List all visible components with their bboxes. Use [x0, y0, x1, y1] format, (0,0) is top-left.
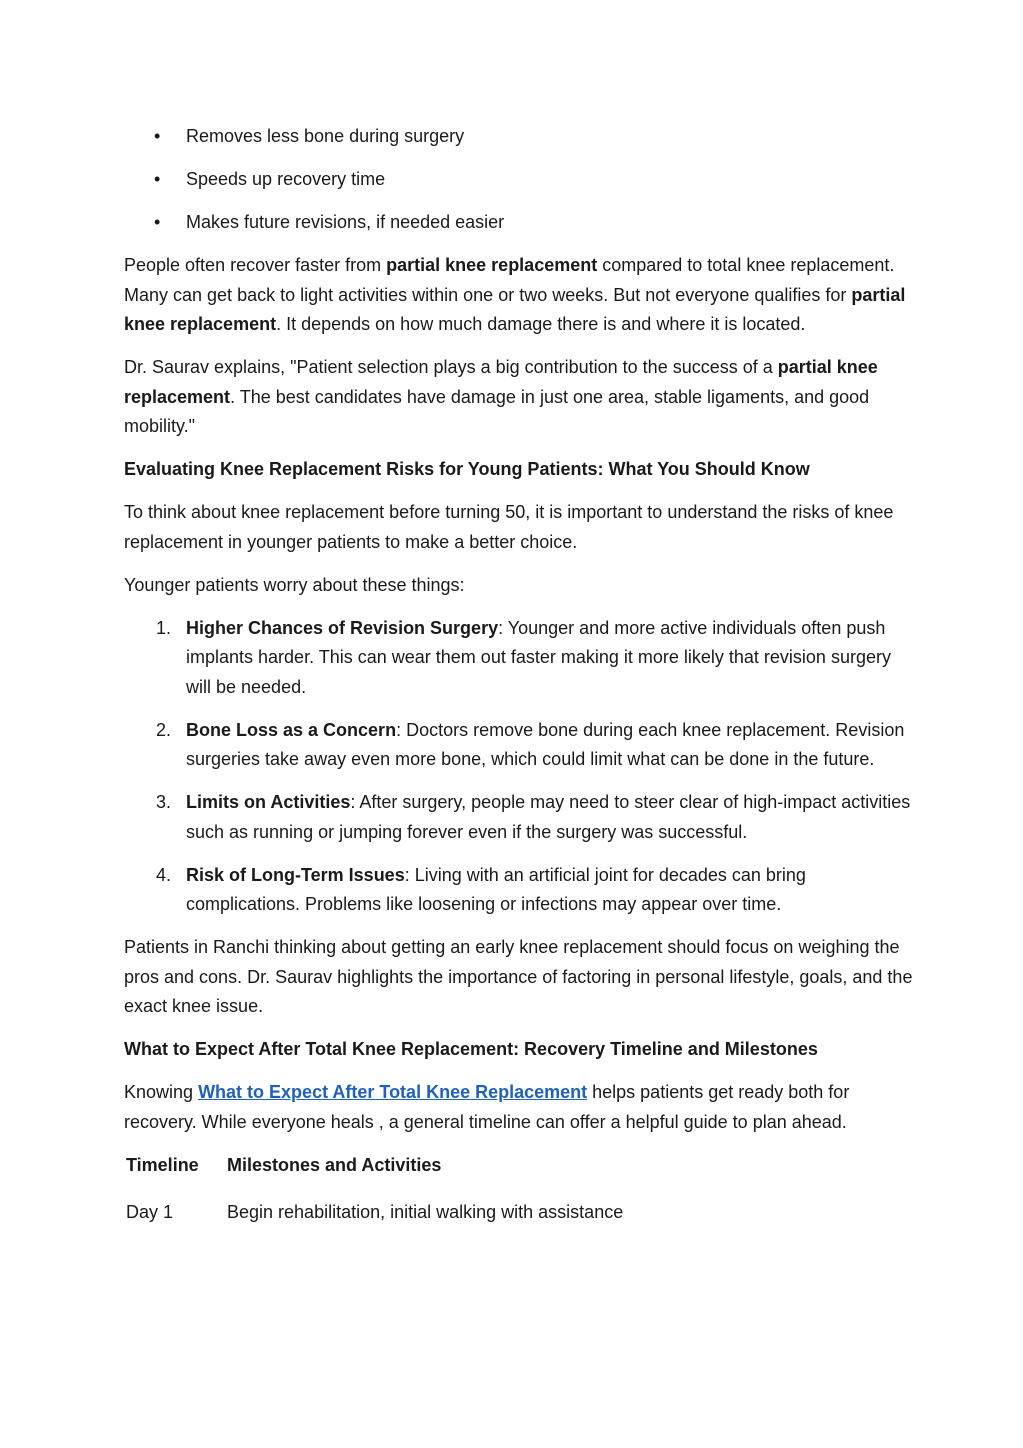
risk-title: Higher Chances of Revision Surgery [186, 617, 499, 638]
risk-text: : Living with an artificial joint for decades can bring complications. Problems like loosening or infections may appear over time. [186, 864, 806, 914]
list-number: 1. [156, 617, 172, 638]
recovery-timeline-table [126, 1151, 623, 1245]
paragraph-quote [124, 353, 914, 442]
column-header-timeline: Timeline [126, 1154, 199, 1175]
text-run: People often recover faster from [124, 255, 387, 275]
text-run: Knowing [124, 1082, 199, 1102]
risk-text: : After surgery, people may need to steer clear of high-impact activities such as running or jumping forever even if the surgery was successful. [186, 792, 911, 842]
bullet-text: Makes future revisions, if needed easier [186, 212, 505, 232]
bullet-icon: • [154, 169, 161, 189]
risk-title: Limits on Activities [186, 792, 351, 812]
bullet-icon: • [154, 212, 161, 232]
text-run: helps patients get ready both for recovery. While everyone heals , a general timeline can offer a helpful guide to plan ahead. [124, 1082, 850, 1132]
table-cell: Begin rehabilitation, initial walking with assistance [227, 1201, 624, 1222]
paragraph-knowing [124, 1078, 914, 1137]
list-item [124, 122, 914, 152]
text-run: . The best candidates have damage in just one area, stable ligaments, and good mobility." [124, 386, 870, 436]
section-heading-expect: What to Expect After Total Knee Replacement: Recovery Timeline and Milestones [124, 1039, 818, 1059]
list-number: 2. [156, 719, 172, 740]
text-run: compared to total knee replacement. Many can get back to light activities within one or two weeks. But not everyone qualifies for [124, 255, 895, 305]
list-item [124, 614, 914, 703]
list-item [124, 861, 914, 920]
column-header-milestones: Milestones and Activities [227, 1154, 442, 1175]
risk-title: Risk of Long-Term Issues [186, 864, 405, 885]
risk-text: : Doctors remove bone during each knee replacement. Revision surgeries take away even more bone, which could limit what can be done in the future. [186, 719, 905, 769]
table-row [126, 1198, 623, 1245]
expect-after-tkr-link[interactable]: What to Expect After Total Knee Replacement [198, 1082, 588, 1102]
table-cell: Day 1 [126, 1201, 174, 1222]
section-heading-risks: Evaluating Knee Replacement Risks for Young Patients: What You Should Know [124, 459, 810, 479]
table-header-row [126, 1151, 623, 1198]
bold-term: partial knee replacement [124, 284, 906, 334]
list-item [124, 716, 914, 775]
bullet-text: Speeds up recovery time [186, 169, 386, 189]
bullet-text: Removes less bone during surgery [186, 126, 465, 146]
paragraph-recovery [124, 251, 914, 340]
paragraph-ranchi: Patients in Ranchi thinking about getting an early knee replacement should focus on weighing the pros and cons. Dr. Saurav highlights the importance of factoring in personal lifestyle, goals, and the exact knee issue. [124, 937, 913, 1016]
list-number: 4. [156, 864, 172, 885]
text-run: . It depends on how much damage there is and where it is located. [276, 314, 806, 334]
text-run: Dr. Saurav explains, "Patient selection plays a big contribution to the success of a [124, 357, 778, 377]
bold-term: partial knee replacement [386, 255, 598, 275]
risk-text: : Younger and more active individuals often push implants harder. This can wear them out faster making it more likely that revision surgery will be needed. [186, 617, 891, 697]
document-page [124, 122, 914, 1245]
risk-title: Bone Loss as a Concern [186, 719, 397, 740]
paragraph-worries: Younger patients worry about these things: [124, 574, 465, 595]
list-item [124, 165, 914, 195]
paragraph-intro-risks: To think about knee replacement before turning 50, it is important to understand the risks of knee replacement in younger patients to make a better choice. [124, 502, 894, 552]
list-item [124, 208, 914, 238]
bullet-icon: • [154, 126, 161, 146]
benefits-list [124, 122, 914, 238]
risks-list [124, 614, 914, 920]
list-item [124, 788, 914, 847]
list-number: 3. [156, 792, 172, 812]
bold-term: partial knee replacement [124, 357, 878, 407]
